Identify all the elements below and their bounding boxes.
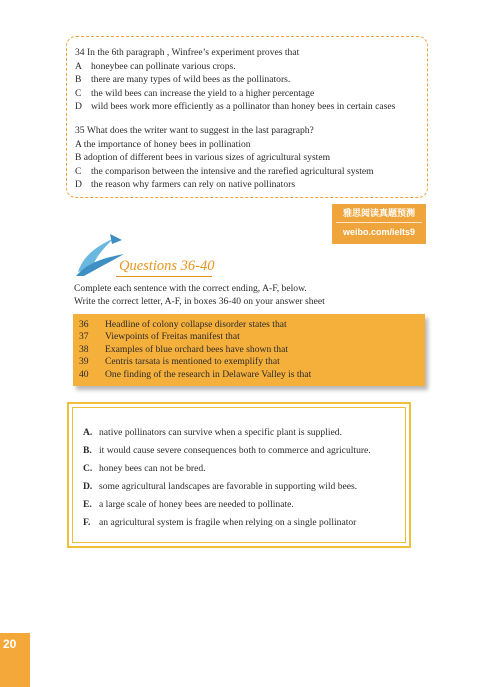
- ending-c: C. honey bees can not be bred.: [83, 463, 206, 474]
- ending-f: F. an agricultural system is fragile when relying on a single pollinator: [83, 517, 357, 528]
- section-title-underline: [116, 276, 212, 277]
- sentence-39: 39 Centris tarsata is mentioned to exemplify that: [79, 356, 280, 368]
- instruction-line-1: Complete each sentence with the correct ending, A-F, below.: [74, 283, 307, 294]
- question-34-option-a: A honeybee can pollinate various crops.: [75, 60, 236, 72]
- ending-d: D. some agricultural landscapes are favorable in supporting wild bees.: [83, 481, 358, 492]
- instruction-line-2: Write the correct letter, A-F, in boxes 36-40 on your answer sheet: [74, 296, 325, 307]
- question-34-option-b: B there are many types of wild bees as the pollinators.: [75, 74, 291, 86]
- question-34-option-c: C the wild bees can increase the yield to a higher percentage: [75, 87, 315, 99]
- question-35-stem: 35 What does the writer want to suggest in the last paragraph?: [75, 124, 314, 136]
- sentence-37: 37 Viewpoints of Freitas manifest that: [79, 331, 240, 343]
- sentence-beginnings-box: [73, 314, 425, 386]
- question-34-option-d: D wild bees work more efficiently as a pollinator than honey bees in certain cases: [75, 101, 396, 113]
- sentence-40: 40 One finding of the research in Delaware Valley is that: [79, 368, 312, 380]
- question-35-option-b: B adoption of different bees in various sizes of agricultural system: [75, 152, 331, 164]
- ending-e: E. a large scale of honey bees are needed to pollinate.: [83, 499, 294, 510]
- question-35-option-d: D the reason why farmers can rely on native pollinators: [75, 179, 296, 191]
- watermark-title: 雅思阅读真题预测: [342, 208, 415, 218]
- endings-frame: [67, 402, 411, 548]
- questions-34-35-box: [66, 36, 428, 198]
- sentence-36: 36 Headline of colony collapse disorder states that: [79, 319, 287, 330]
- section-instructions: [74, 282, 434, 308]
- page-number: 20: [3, 637, 17, 651]
- ending-b: B. it would cause severe consequences both to commerce and agriculture.: [83, 445, 371, 456]
- ending-a: A. native pollinators can survive when a specific plant is supplied.: [83, 427, 342, 438]
- section-title: Questions 36-40: [119, 258, 215, 274]
- watermark-url: weibo.com/ielts9: [342, 227, 416, 237]
- sentence-38: 38 Examples of blue orchard bees have shown that: [79, 343, 289, 355]
- endings-list: [72, 407, 406, 543]
- watermark-badge: [332, 204, 426, 244]
- question-35-option-c: C the comparison between the intensive and the rarefied agricultural system: [75, 165, 374, 177]
- page-number-tab: [0, 633, 30, 687]
- question-34-stem: 34 In the 6th paragraph , Winfree’s experiment proves that: [75, 47, 300, 58]
- question-35-option-a: A the importance of honey bees in pollination: [75, 138, 251, 150]
